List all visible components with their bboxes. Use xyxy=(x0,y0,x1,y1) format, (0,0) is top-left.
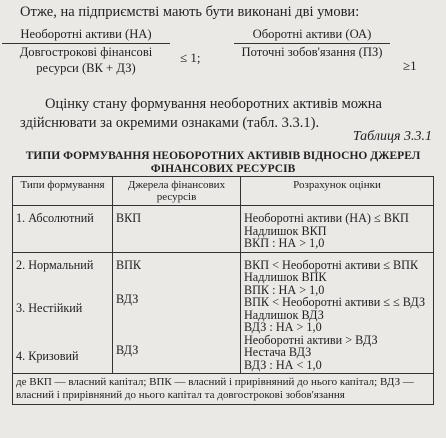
calc-line: ВДЗ : НА > 1,0 xyxy=(244,320,322,334)
calc-line: ВКП : НА > 1,0 xyxy=(244,236,325,250)
row-type: 4. Кризовий xyxy=(16,348,79,363)
row-source: ВПК xyxy=(116,257,142,272)
calc-line: Надлишок ВДЗ xyxy=(244,307,324,322)
row-type: 1. Абсолютний xyxy=(13,206,113,253)
header-calc: Розрахунок оцінки xyxy=(241,177,434,206)
row-type: 2. Нормальний xyxy=(16,257,94,272)
row-source: ВДЗ xyxy=(116,291,139,306)
calc-line: ВДЗ : НА < 1,0 xyxy=(244,357,322,372)
body-paragraph: Оцінку стану формування необоротних активів можна здійснювати за окремими ознаками (табл. 3.3.1). xyxy=(20,96,382,131)
calc-line: Надлишок ВПК xyxy=(244,270,327,284)
formula-right xyxy=(234,26,390,60)
row-source: ВДЗ xyxy=(116,342,139,357)
calc-line: Надлишок ВКП xyxy=(244,223,327,238)
formula-right-denominator: Поточні зобов'язання (ПЗ) xyxy=(241,45,383,59)
table-row xyxy=(13,206,434,253)
calc-line: Необоротні активи > ВДЗ xyxy=(244,332,378,347)
calc-line: ВПК : НА > 1,0 xyxy=(244,282,325,297)
row-source: ВКП xyxy=(113,206,241,253)
calc-line: Нестача ВДЗ xyxy=(244,345,312,359)
formula-left-denominator: Довгострокові фінансові ресурси (ВК + ДЗ) xyxy=(19,45,153,75)
formation-types-table xyxy=(12,176,434,405)
footnote-row xyxy=(13,374,434,405)
calc-line: Необоротні активи (НА) ≤ ВКП xyxy=(244,211,409,225)
table-row-group xyxy=(13,252,434,374)
row-calc xyxy=(241,206,434,253)
formula-left xyxy=(2,26,170,76)
formula-left-numerator: Необоротні активи (НА) xyxy=(2,26,170,44)
formula-left-relation: ≤ 1; xyxy=(180,50,201,65)
table-title: ТИПИ ФОРМУВАННЯ НЕОБОРОТНИХ АКТИВІВ ВІДНОСНО ДЖЕРЕЛ ФІНАНСОВИХ РЕСУРСІВ xyxy=(25,150,421,175)
table-label: Таблиця 3.3.1 xyxy=(352,129,432,144)
formula-right-numerator: Оборотні активи (ОА) xyxy=(234,26,390,44)
footnote: де ВКП — власний капітал; ВПК — власний і прирівняний до нього капітал; ВДЗ — власний і прирівняний до нього капітал та довгострокові зобов'язання xyxy=(13,374,434,405)
calc-line: ВКП < Необоротні активи ≤ ВПК xyxy=(244,257,419,272)
intro-text: Отже, на підприємстві мають бути виконані дві умови: xyxy=(20,4,360,20)
calc-line: ВПК < Необоротні активи ≤ ≤ ВДЗ xyxy=(244,295,426,309)
formula-right-relation: ≥1 xyxy=(403,58,417,73)
table-header-row xyxy=(13,177,434,206)
row-type: 3. Нестійкий xyxy=(16,300,83,315)
header-type: Типи формування xyxy=(13,177,113,206)
header-source: Джерела фінансових ресурсів xyxy=(113,177,241,206)
